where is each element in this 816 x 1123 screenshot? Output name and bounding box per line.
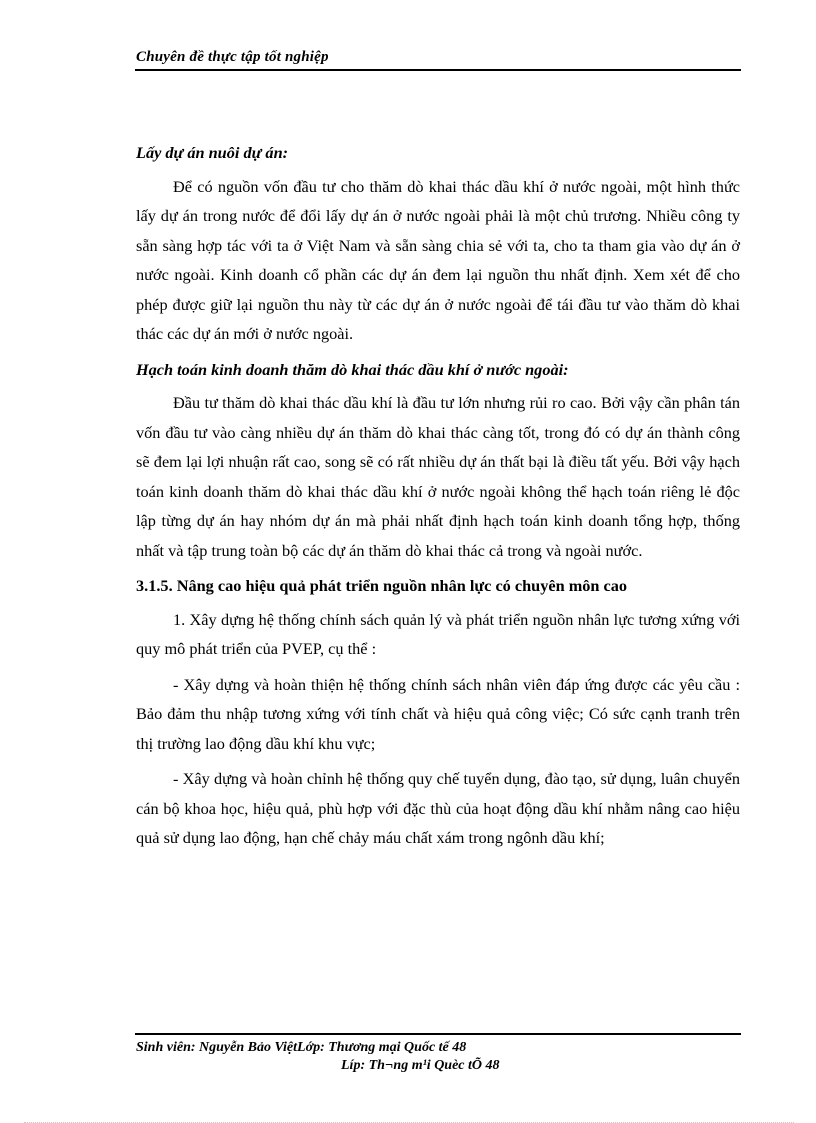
paragraph: Đầu tư thăm dò khai thác dầu khí là đầu tư lớn nhưng rủi ro cao. Bởi vậy cần phân tán vốn đầu tư vào càng nhiều dự án thăm dò khai thác càng tốt, trong đó có dự án thành công sẽ đem lại lợi nhuận rất cao, song sẽ có rất nhiều dự án thất bại là điều tất yếu. Bởi vậy hạch toán kinh doanh thăm dò khai thác dầu khí ở nước ngoài không thể hạch toán riêng lẻ độc lập từng dự án hay nhóm dự án mà phải nhất định hạch toán kinh doanh tổng hợp, thống nhất và tập trung toàn bộ các dự án thăm dò khai thác cả trong và ngoài nước. — [136, 393, 740, 560]
footer-class-info: Líp: Th¬ng m¹i Quèc tÕ 48 — [341, 1058, 500, 1073]
paragraph: 1. Xây dựng hệ thống chính sách quản lý và phát triển nguồn nhân lực tương xứng với quy mô phát triển của PVEP, cụ thể : — [136, 609, 740, 658]
footer-divider — [135, 1033, 741, 1035]
subheading-business-accounting: Hạch toán kinh doanh thăm dò khai thác dầu khí ở nước ngoài: — [136, 359, 569, 379]
paragraph: - Xây dựng và hoàn thiện hệ thống chính sách nhân viên đáp ứng được các yêu cầu : Bảo đảm thu nhập tương xứng với tính chất và hiệu quả công việc; Có sức cạnh tranh trên thị trường lao động dầu khí khu vực; — [136, 674, 740, 753]
document-body — [136, 138, 740, 859]
paragraph: Để có nguồn vốn đầu tư cho thăm dò khai thác dầu khí ở nước ngoài, một hình thức lấy dự án trong nước để đổi lấy dự án ở nước ngoài phải là một chủ trương. Nhiều công ty sẵn sàng hợp tác với ta ở Việt Nam và sẵn sàng chia sẻ với ta, cho ta tham gia vào dự án ở nước ngoài. Kinh doanh cổ phần các dự án đem lại nguồn thu nhất định. Xem xét để cho phép được giữ lại nguồn thu này từ các dự án ở nước ngoài để tái đầu tư vào thăm dò khai thác các dự án mới ở nước ngoài. — [136, 176, 740, 343]
page-header-title: Chuyên đề thực tập tốt nghiệp — [136, 49, 329, 65]
paragraph: - Xây dựng và hoàn chỉnh hệ thống quy chế tuyển dụng, đào tạo, sử dụng, luân chuyển cán bộ khoa học, hiệu quả, phù hợp với đặc thù của hoạt động dầu khí nhằm nâng cao hiệu quả sử dụng lao động, hạn chế chảy máu chất xám trong ngônh dầu khí; — [136, 769, 740, 847]
header-divider — [135, 69, 741, 71]
footer-student-info: Sinh viên: Nguyễn Bảo ViệtLớp: Thương mại Quốc tế 48 — [136, 1040, 467, 1055]
subheading-project-for-project: Lấy dự án nuôi dự án: — [136, 143, 289, 162]
section-heading-3-1-5: 3.1.5. Nâng cao hiệu quả phát triển nguồn nhân lực có chuyên môn cao — [136, 576, 628, 595]
